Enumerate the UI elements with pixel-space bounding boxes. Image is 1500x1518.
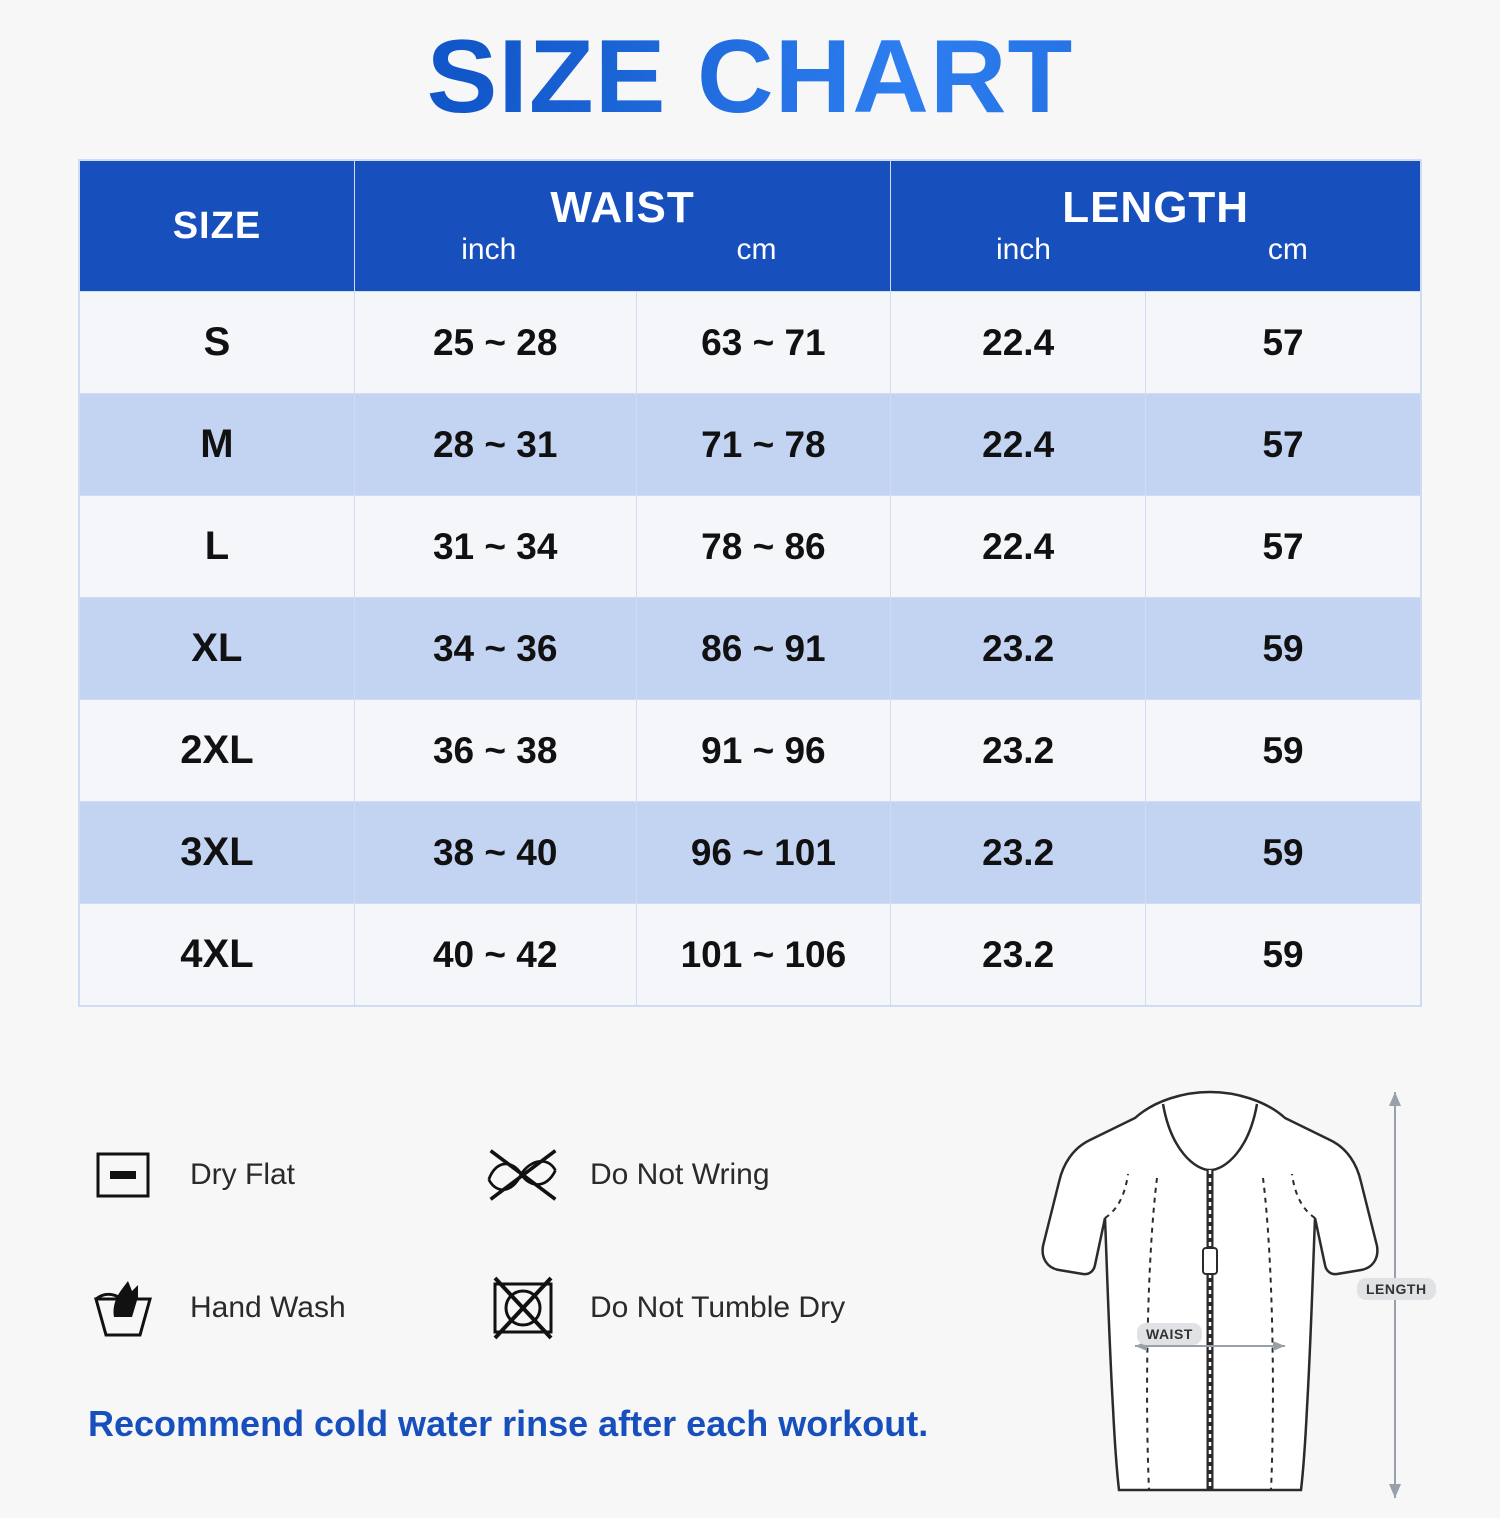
- table-row: [80, 394, 1421, 496]
- cell-length-cm: 59: [1146, 598, 1421, 700]
- cell-waist-cm: 101 ~ 106: [636, 904, 891, 1006]
- cell-waist-inch: 34 ~ 36: [354, 598, 636, 700]
- cell-waist-inch: 36 ~ 38: [354, 700, 636, 802]
- cell-length-inch: 22.4: [891, 394, 1146, 496]
- cell-waist-inch: 38 ~ 40: [354, 802, 636, 904]
- do-not-tumble-dry-icon: [478, 1270, 568, 1346]
- waist-measure-tag: WAIST: [1137, 1323, 1202, 1345]
- column-header-length: [891, 161, 1421, 292]
- do-not-wring-icon: [478, 1140, 568, 1210]
- cell-length-cm: 59: [1146, 802, 1421, 904]
- care-item-dry-flat: [78, 1142, 478, 1208]
- care-item-do-not-wring: [478, 1140, 878, 1210]
- cell-size: S: [80, 292, 355, 394]
- cell-length-inch: 22.4: [891, 496, 1146, 598]
- hand-wash-icon: [78, 1273, 168, 1343]
- column-header-waist-inch: inch: [461, 233, 517, 267]
- care-note: Recommend cold water rinse after each workout.: [88, 1403, 929, 1444]
- table-row: [80, 700, 1421, 802]
- cell-length-cm: 57: [1146, 394, 1421, 496]
- cell-waist-cm: 63 ~ 71: [636, 292, 891, 394]
- column-header-length-cm: cm: [1267, 233, 1308, 267]
- cell-size: 4XL: [80, 904, 355, 1006]
- care-label: Do Not Tumble Dry: [590, 1290, 846, 1324]
- cell-waist-cm: 71 ~ 78: [636, 394, 891, 496]
- column-header-waist-label: WAIST: [550, 182, 695, 232]
- table-row: [80, 598, 1421, 700]
- cell-waist-cm: 91 ~ 96: [636, 700, 891, 802]
- care-row: [78, 1241, 978, 1374]
- length-measure-tag: LENGTH: [1357, 1278, 1436, 1300]
- cell-waist-inch: 25 ~ 28: [354, 292, 636, 394]
- care-instructions: [78, 1108, 978, 1374]
- cell-size: L: [80, 496, 355, 598]
- dry-flat-icon: [78, 1142, 168, 1208]
- cell-size: M: [80, 394, 355, 496]
- size-chart-table-wrapper: [78, 159, 1422, 1007]
- cell-length-cm: 57: [1146, 292, 1421, 394]
- care-item-do-not-tumble-dry: [478, 1270, 878, 1346]
- care-row: [78, 1108, 978, 1241]
- column-header-size: SIZE: [80, 161, 355, 292]
- care-label: Do Not Wring: [590, 1157, 770, 1191]
- table-row: [80, 802, 1421, 904]
- cell-waist-cm: 78 ~ 86: [636, 496, 891, 598]
- table-row: [80, 904, 1421, 1006]
- cell-size: XL: [80, 598, 355, 700]
- column-header-length-inch: inch: [995, 233, 1051, 267]
- table-body: [80, 292, 1421, 1006]
- care-label: Dry Flat: [190, 1157, 295, 1191]
- cell-waist-inch: 40 ~ 42: [354, 904, 636, 1006]
- cell-length-inch: 22.4: [891, 292, 1146, 394]
- column-header-waist-cm: cm: [736, 233, 777, 267]
- cell-length-inch: 23.2: [891, 802, 1146, 904]
- table-header: [80, 161, 1421, 292]
- cell-length-cm: 59: [1146, 904, 1421, 1006]
- cell-length-cm: 59: [1146, 700, 1421, 802]
- cell-length-inch: 23.2: [891, 904, 1146, 1006]
- table-row: [80, 496, 1421, 598]
- cell-waist-inch: 31 ~ 34: [354, 496, 636, 598]
- cell-length-inch: 23.2: [891, 700, 1146, 802]
- cell-waist-inch: 28 ~ 31: [354, 394, 636, 496]
- care-item-hand-wash: [78, 1273, 478, 1343]
- cell-length-cm: 57: [1146, 496, 1421, 598]
- page-title: SIZE CHART: [0, 18, 1500, 137]
- cell-size: 2XL: [80, 700, 355, 802]
- garment-illustration: [985, 1078, 1445, 1508]
- column-header-length-label: LENGTH: [1062, 182, 1250, 232]
- size-chart-table: [79, 160, 1421, 1006]
- cell-waist-cm: 96 ~ 101: [636, 802, 891, 904]
- care-label: Hand Wash: [190, 1290, 346, 1324]
- column-header-waist: [354, 161, 890, 292]
- cell-waist-cm: 86 ~ 91: [636, 598, 891, 700]
- cell-length-inch: 23.2: [891, 598, 1146, 700]
- table-row: [80, 292, 1421, 394]
- cell-size: 3XL: [80, 802, 355, 904]
